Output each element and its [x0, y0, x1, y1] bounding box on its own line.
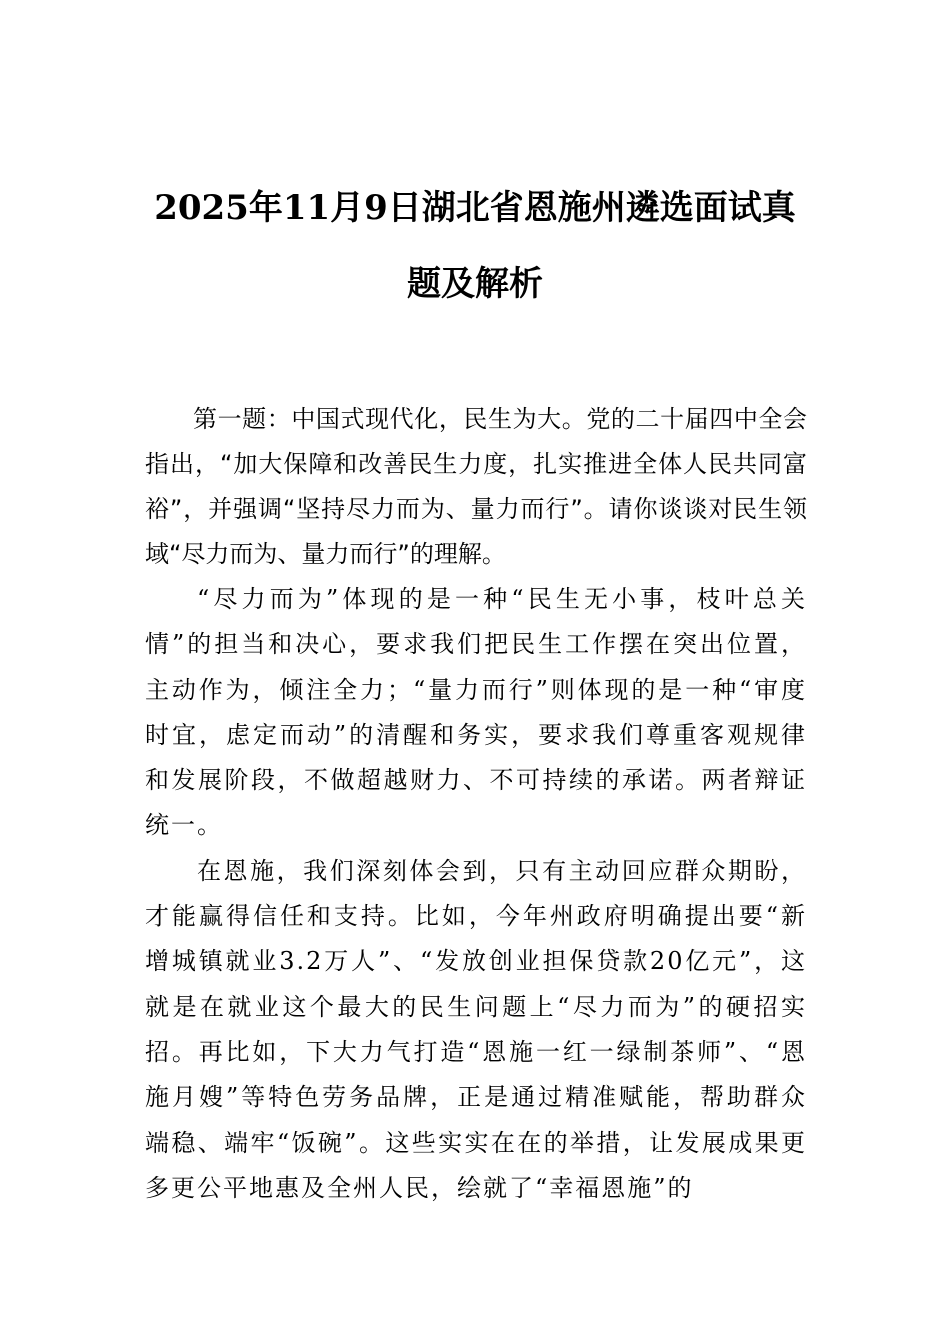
document-title: 2025年11月9日湖北省恩施州遴选面试真题及解析 — [154, 188, 796, 304]
answer-paragraph-2: 在恩施，我们深刻体会到，只有主动回应群众期盼，才能赢得信任和支持。比如，今年州政府明确提出要“新增城镇就业3.2万人”、“发放创业担保贷款20亿元”，这就是在就业这个最大的民生问题上“尽力而为”的硬招实招。再比如，下大力气打造“恩施一红一绿制茶师”、“恩施月嫂”等特色劳务品牌，正是通过精准赋能，帮助群众端稳、端牢“饭碗”。这些实实在在的举措，让发展成果更多更公平地惠及全州人民，绘就了“幸福恩施”的 — [145, 856, 807, 1202]
answer-paragraph-1: “尽力而为”体现的是一种“民生无小事，枝叶总关情”的担当和决心，要求我们把民生工作摆在突出位置，主动作为，倾注全力；“量力而行”则体现的是一种“审度时宜，虑定而动”的清醒和务实，要求我们尊重客观规律和发展阶段，不做超越财力、不可持续的承诺。两者辩证统一。 — [145, 585, 807, 840]
question-1: 第一题：中国式现代化，民生为大。党的二十届四中全会指出，“加大保障和改善民生力度，扎实推进全体人民共同富裕”，并强调“坚持尽力而为、量力而行”。请你谈谈对民生领域“尽力而为、量力而行”的理解。 — [145, 405, 807, 568]
document-body — [145, 397, 807, 1211]
